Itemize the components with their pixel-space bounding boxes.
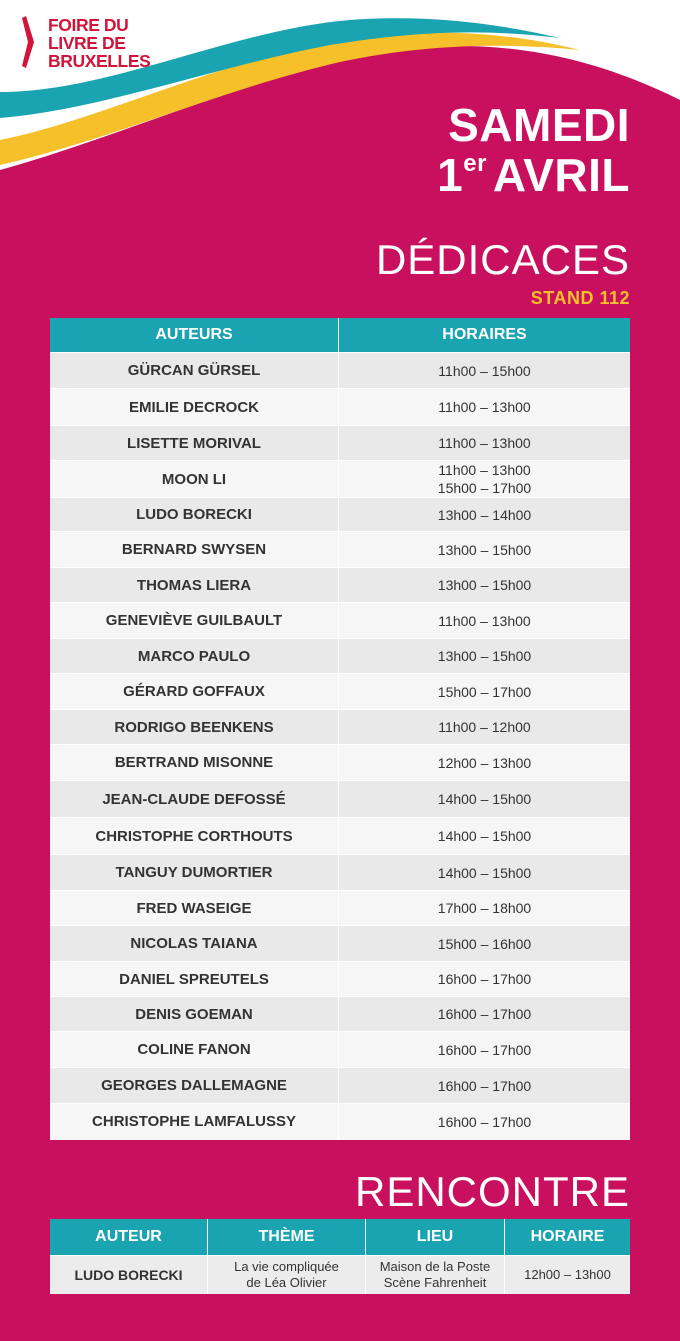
schedule-row <box>50 710 630 745</box>
author-name: GENEVIÈVE GUILBAULT <box>50 603 339 639</box>
place-line: Scène Fahrenheit <box>383 1275 487 1290</box>
time-slot <box>339 745 631 781</box>
author-name: COLINE FANON <box>50 1032 339 1068</box>
author-name: EMILIE DECROCK <box>50 389 339 426</box>
time-range: 12h00 – 13h00 <box>437 754 532 771</box>
time-range: 11h00 – 15h00 <box>438 362 531 379</box>
time-slot <box>339 353 631 389</box>
author-name: DENIS GOEMAN <box>50 997 339 1032</box>
logo <box>18 16 150 72</box>
date-day: SAMEDI <box>448 99 630 151</box>
author-name: MARCO PAULO <box>50 639 339 674</box>
time-range: 11h00 – 13h00 <box>438 462 531 478</box>
time-slot <box>339 1068 631 1104</box>
signing-table-body <box>50 353 630 1140</box>
schedule-row <box>50 1104 630 1140</box>
time-slot <box>339 1104 631 1140</box>
place-line: Maison de la Poste <box>379 1259 491 1274</box>
time-slot <box>339 532 631 568</box>
time-range: 13h00 – 15h00 <box>437 577 532 593</box>
logo-line-3: BRUXELLES <box>48 51 151 71</box>
time-slot <box>339 389 631 426</box>
time-range: 16h00 – 17h00 <box>437 1006 532 1022</box>
schedule-row <box>50 781 630 818</box>
schedule-row <box>50 855 630 891</box>
signing-schedule-table <box>50 318 630 1140</box>
time-range: 15h00 – 16h00 <box>437 935 532 952</box>
schedule-row <box>50 461 630 498</box>
author-name: LISETTE MORIVAL <box>50 426 339 461</box>
logo-text <box>48 16 150 70</box>
schedule-row <box>50 389 630 426</box>
time-range: 14h00 – 15h00 <box>437 828 532 844</box>
schedule-row <box>50 997 630 1032</box>
stand-label: STAND 112 <box>530 288 630 308</box>
schedule-row <box>50 962 630 997</box>
schedule-row <box>50 1068 630 1104</box>
time-slot <box>339 639 631 674</box>
time-slot <box>339 710 631 745</box>
time-range: 14h00 – 15h00 <box>437 864 532 881</box>
schedule-row <box>50 426 630 461</box>
time-slot <box>339 962 631 997</box>
schedule-row <box>50 353 630 389</box>
date-month: AVRIL <box>492 149 630 201</box>
author-name: CHRISTOPHE CORTHOUTS <box>50 818 339 855</box>
time-slot <box>339 498 631 532</box>
meeting-time: 12h00 – 13h00 <box>505 1256 631 1295</box>
author-name: DANIEL SPREUTELS <box>50 962 339 997</box>
author-name: JEAN-CLAUDE DEFOSSÉ <box>50 781 339 818</box>
schedule-row <box>50 639 630 674</box>
time-range: 17h00 – 18h00 <box>437 900 532 916</box>
time-slot <box>339 818 631 855</box>
schedule-row <box>50 603 630 639</box>
header-times: HORAIRES <box>339 318 631 353</box>
meeting-table-header <box>50 1219 630 1256</box>
author-name: BERTRAND MISONNE <box>50 745 339 781</box>
time-slot <box>339 855 631 891</box>
rencontre-title: RENCONTRE <box>354 1168 630 1215</box>
time-range: 11h00 – 13h00 <box>438 399 531 415</box>
theme-line: La vie compliquée <box>234 1259 339 1274</box>
time-slot <box>339 568 631 603</box>
meeting-author: LUDO BORECKI <box>50 1256 208 1295</box>
schedule-row <box>50 818 630 855</box>
time-slot <box>339 674 631 710</box>
time-slot <box>339 891 631 926</box>
header-theme: THÈME <box>208 1219 366 1256</box>
time-range: 11h00 – 13h00 <box>438 612 531 629</box>
time-slot <box>339 1032 631 1068</box>
time-range: 15h00 – 17h00 <box>437 683 532 700</box>
header-authors: AUTEURS <box>50 318 339 353</box>
author-name: NICOLAS TAIANA <box>50 926 339 962</box>
dedicaces-title: DÉDICACES <box>375 236 630 283</box>
theme-line: de Léa Olivier <box>246 1275 327 1290</box>
header-author: AUTEUR <box>50 1219 208 1256</box>
book-logo-icon <box>18 16 42 72</box>
author-name: GEORGES DALLEMAGNE <box>50 1068 339 1104</box>
time-range: 13h00 – 15h00 <box>437 541 532 558</box>
author-name: FRED WASEIGE <box>50 891 339 926</box>
author-name: GÉRARD GOFFAUX <box>50 674 339 710</box>
meeting-place <box>366 1256 505 1295</box>
author-name: TANGUY DUMORTIER <box>50 855 339 891</box>
time-range: 13h00 – 14h00 <box>437 506 532 523</box>
time-range: 16h00 – 17h00 <box>437 1041 532 1058</box>
author-name: MOON LI <box>50 461 339 498</box>
time-range: 16h00 – 17h00 <box>437 1113 532 1130</box>
time-range: 11h00 – 12h00 <box>438 719 531 735</box>
schedule-row <box>50 1032 630 1068</box>
author-name: THOMAS LIERA <box>50 568 339 603</box>
schedule-row <box>50 745 630 781</box>
schedule-row <box>50 674 630 710</box>
author-name: GÜRCAN GÜRSEL <box>50 353 339 389</box>
meeting-row <box>50 1256 630 1295</box>
meeting-theme <box>208 1256 366 1295</box>
schedule-row <box>50 498 630 532</box>
header-place: LIEU <box>366 1219 505 1256</box>
time-slot <box>339 997 631 1032</box>
time-slot <box>339 603 631 639</box>
time-slot <box>339 781 631 818</box>
date-number: 1 <box>437 149 464 201</box>
date-suffix: er <box>463 150 487 177</box>
event-date <box>437 100 630 200</box>
time-range: 16h00 – 17h00 <box>437 1077 532 1094</box>
schedule-row <box>50 568 630 603</box>
time-range: 14h00 – 15h00 <box>437 791 532 807</box>
time-range: 16h00 – 17h00 <box>437 971 532 987</box>
author-name: RODRIGO BEENKENS <box>50 710 339 745</box>
time-range: 11h00 – 13h00 <box>438 435 531 451</box>
time-slot <box>339 461 631 498</box>
meeting-table <box>50 1219 630 1294</box>
time-slot <box>339 926 631 962</box>
schedule-row <box>50 532 630 568</box>
author-name: BERNARD SWYSEN <box>50 532 339 568</box>
logo-line-2: LIVRE DE <box>48 33 126 53</box>
time-range: 13h00 – 15h00 <box>437 648 532 664</box>
logo-line-1: FOIRE DU <box>48 15 129 35</box>
author-name: CHRISTOPHE LAMFALUSSY <box>50 1104 339 1140</box>
signing-table-header <box>50 318 630 353</box>
time-slot <box>339 426 631 461</box>
schedule-row <box>50 891 630 926</box>
author-name: LUDO BORECKI <box>50 498 339 532</box>
schedule-row <box>50 926 630 962</box>
time-range: 15h00 – 17h00 <box>437 480 532 496</box>
date-line <box>437 150 630 200</box>
header-time: HORAIRE <box>505 1219 631 1256</box>
